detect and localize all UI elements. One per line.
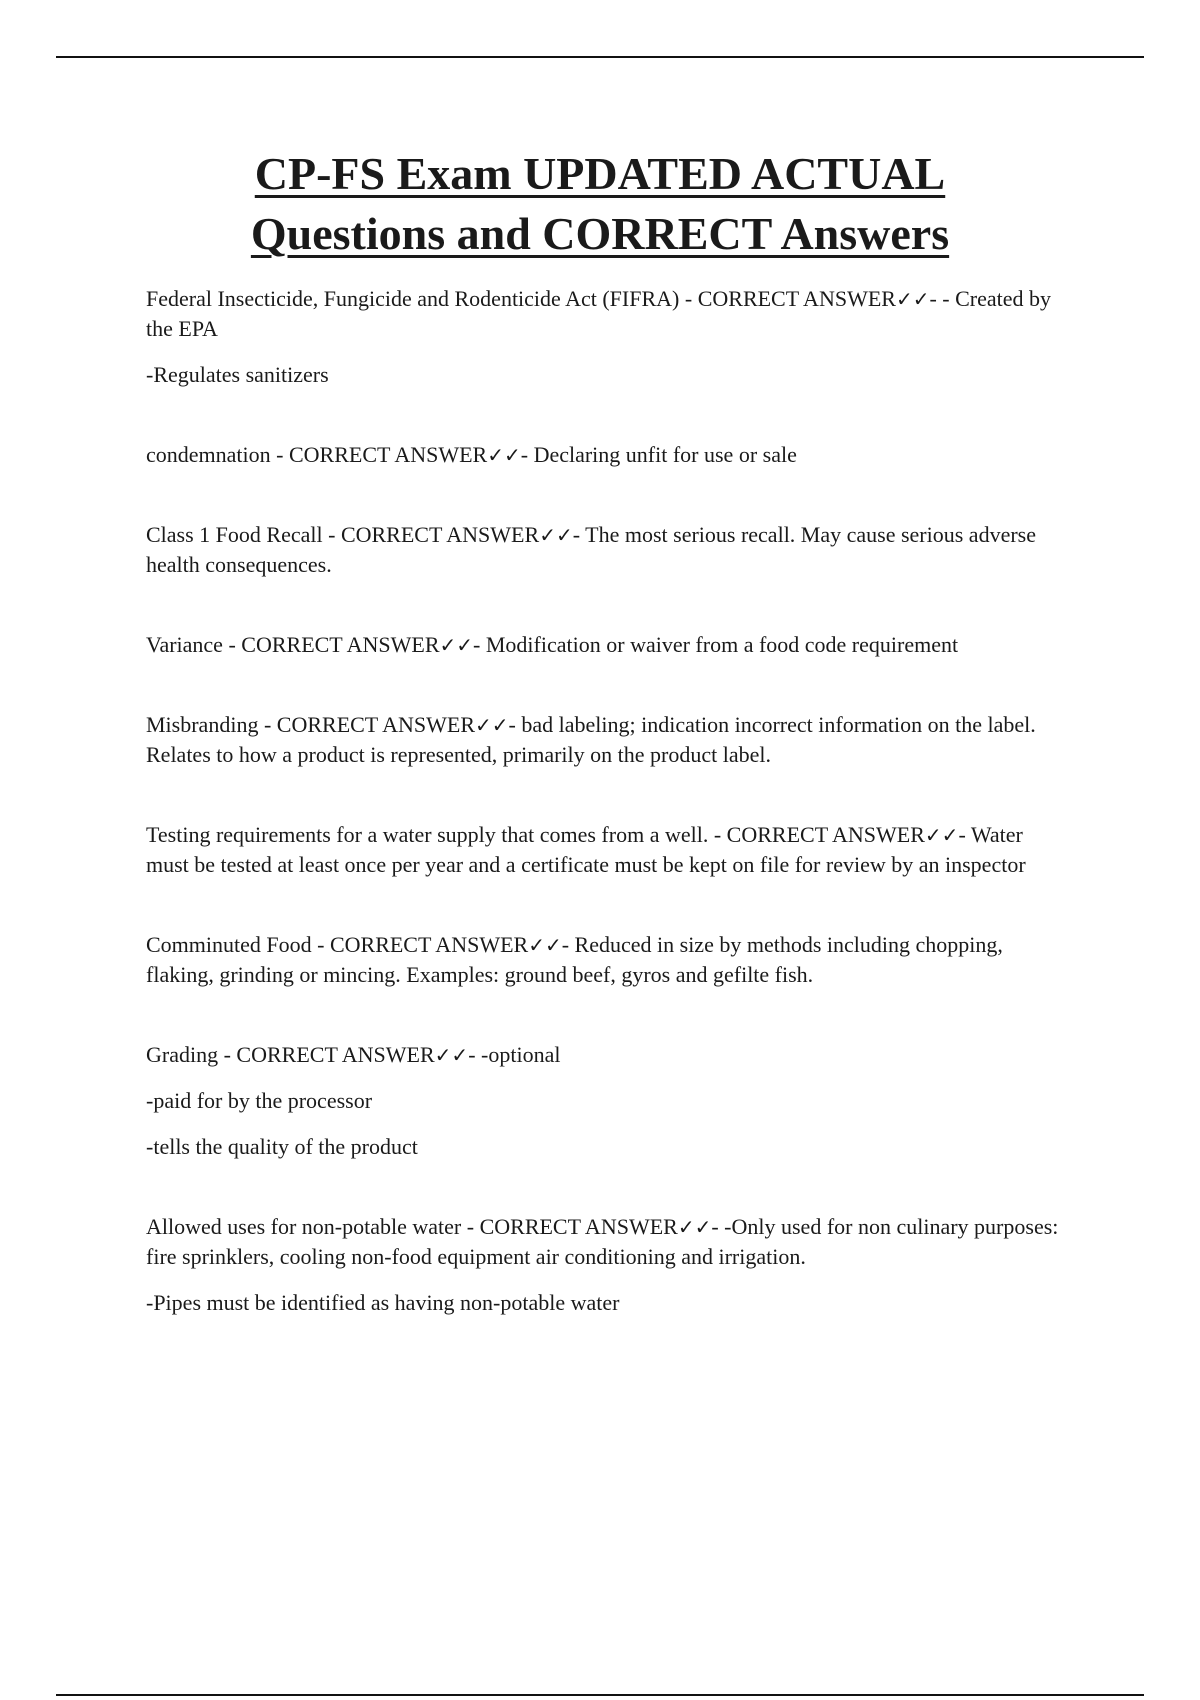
double-check-icon: ✓✓ xyxy=(487,443,521,467)
qa-entry: Class 1 Food Recall - CORRECT ANSWER✓✓- The most serious recall. May cause serious adverse health consequences. xyxy=(146,522,1036,577)
qa-item-fifra xyxy=(146,284,1066,390)
title-line-2: Questions and CORRECT Answers xyxy=(250,208,950,259)
qa-entry: Comminuted Food - CORRECT ANSWER✓✓- Reduced in size by methods including chopping, flaking, grinding or mincing. Examples: ground beef, gyros and gefilte fish. xyxy=(146,932,1003,987)
qa-item-variance xyxy=(146,630,1066,660)
double-check-icon: ✓✓ xyxy=(895,287,930,311)
answer-line: -Pipes must be identified as having non-potable water xyxy=(146,1290,620,1315)
answer-marker: CORRECT ANSWER xyxy=(288,442,488,467)
qa-item-class1-recall xyxy=(146,520,1066,580)
answer-line: bad labeling; indication incorrect information on the label. Relates to how a product is represented, primarily on the product label. xyxy=(146,712,1036,767)
answer-line: Water must be tested at least once per year and a certificate must be kept on file for review by an inspector xyxy=(146,822,1026,877)
qa-entry: condemnation - CORRECT ANSWER✓✓- Declaring unfit for use or sale xyxy=(146,442,797,467)
answer-marker: CORRECT ANSWER xyxy=(236,1042,435,1067)
double-check-icon: ✓✓ xyxy=(677,1215,712,1239)
double-check-icon: ✓✓ xyxy=(924,823,959,847)
term: Federal Insecticide, Fungicide and Rodenticide Act (FIFRA) xyxy=(146,286,680,311)
double-check-icon: ✓✓ xyxy=(528,933,562,957)
qa-entry: Allowed uses for non-potable water - CORRECT ANSWER✓✓- -Only used for non culinary purposes: fire sprinklers, cooling non-food equipment air conditioning and irrigation. xyxy=(146,1214,1059,1269)
term: Variance xyxy=(146,632,223,657)
answer-line: The most serious recall. May cause serious adverse health consequences. xyxy=(146,522,1036,577)
qa-item-misbranding xyxy=(146,710,1066,770)
qa-item-non-potable-water xyxy=(146,1212,1066,1318)
answer-line: - Created by the EPA xyxy=(146,286,1052,341)
top-rule xyxy=(56,56,1144,58)
qa-list xyxy=(146,284,1066,1334)
double-check-icon: ✓✓ xyxy=(434,1043,469,1067)
answer-line: Declaring unfit for use or sale xyxy=(533,442,797,467)
answer-marker: CORRECT ANSWER xyxy=(479,1214,678,1239)
qa-entry: Variance - CORRECT ANSWER✓✓- Modification or waiver from a food code requirement xyxy=(146,632,959,657)
qa-item-grading xyxy=(146,1040,1066,1162)
answer-marker: CORRECT ANSWER xyxy=(726,822,925,847)
answer-line: -Only used for non culinary purposes: fire sprinklers, cooling non-food equipment air conditioning and irrigation. xyxy=(146,1214,1059,1269)
answer-marker: CORRECT ANSWER xyxy=(276,712,476,737)
answer-marker: CORRECT ANSWER xyxy=(329,932,529,957)
term: Allowed uses for non-potable water xyxy=(146,1214,462,1239)
qa-entry: Testing requirements for a water supply that comes from a well. - CORRECT ANSWER✓✓- Water must be tested at least once per year and a certificate must be kept on file for review by an inspector xyxy=(146,822,1026,877)
qa-item-well-water xyxy=(146,820,1066,880)
answer-line: -optional xyxy=(481,1042,561,1067)
answer-line: -Regulates sanitizers xyxy=(146,362,329,387)
title-line-1: CP-FS Exam UPDATED ACTUAL xyxy=(254,148,946,199)
answer-marker: CORRECT ANSWER xyxy=(241,632,440,657)
double-check-icon: ✓✓ xyxy=(539,523,573,547)
double-check-icon: ✓✓ xyxy=(475,713,509,737)
answer-marker: CORRECT ANSWER xyxy=(697,286,896,311)
bottom-rule xyxy=(56,1694,1144,1696)
qa-item-comminuted-food xyxy=(146,930,1066,990)
qa-entry: Grading - CORRECT ANSWER✓✓- -optional xyxy=(146,1042,561,1067)
answer-line: -tells the quality of the product xyxy=(146,1134,418,1159)
document-title xyxy=(0,144,1200,264)
answer-line: -paid for by the processor xyxy=(146,1088,373,1113)
answer-line: Modification or waiver from a food code requirement xyxy=(485,632,959,657)
term: Misbranding xyxy=(146,712,259,737)
term: condemnation xyxy=(146,442,271,467)
term: Comminuted Food xyxy=(146,932,312,957)
qa-item-condemnation xyxy=(146,440,1066,470)
term: Testing requirements for a water supply that comes from a well. xyxy=(146,822,709,847)
qa-entry: Misbranding - CORRECT ANSWER✓✓- bad labeling; indication incorrect information on the label. Relates to how a product is represented, primarily on the product label. xyxy=(146,712,1036,767)
qa-entry: Federal Insecticide, Fungicide and Rodenticide Act (FIFRA) - CORRECT ANSWER✓✓- - Created by the EPA xyxy=(146,286,1052,341)
answer-line: Reduced in size by methods including chopping, flaking, grinding or mincing. Examples: ground beef, gyros and gefilte fish. xyxy=(146,932,1003,987)
term: Class 1 Food Recall xyxy=(146,522,323,547)
double-check-icon: ✓✓ xyxy=(439,633,474,657)
answer-marker: CORRECT ANSWER xyxy=(340,522,540,547)
term: Grading xyxy=(146,1042,219,1067)
